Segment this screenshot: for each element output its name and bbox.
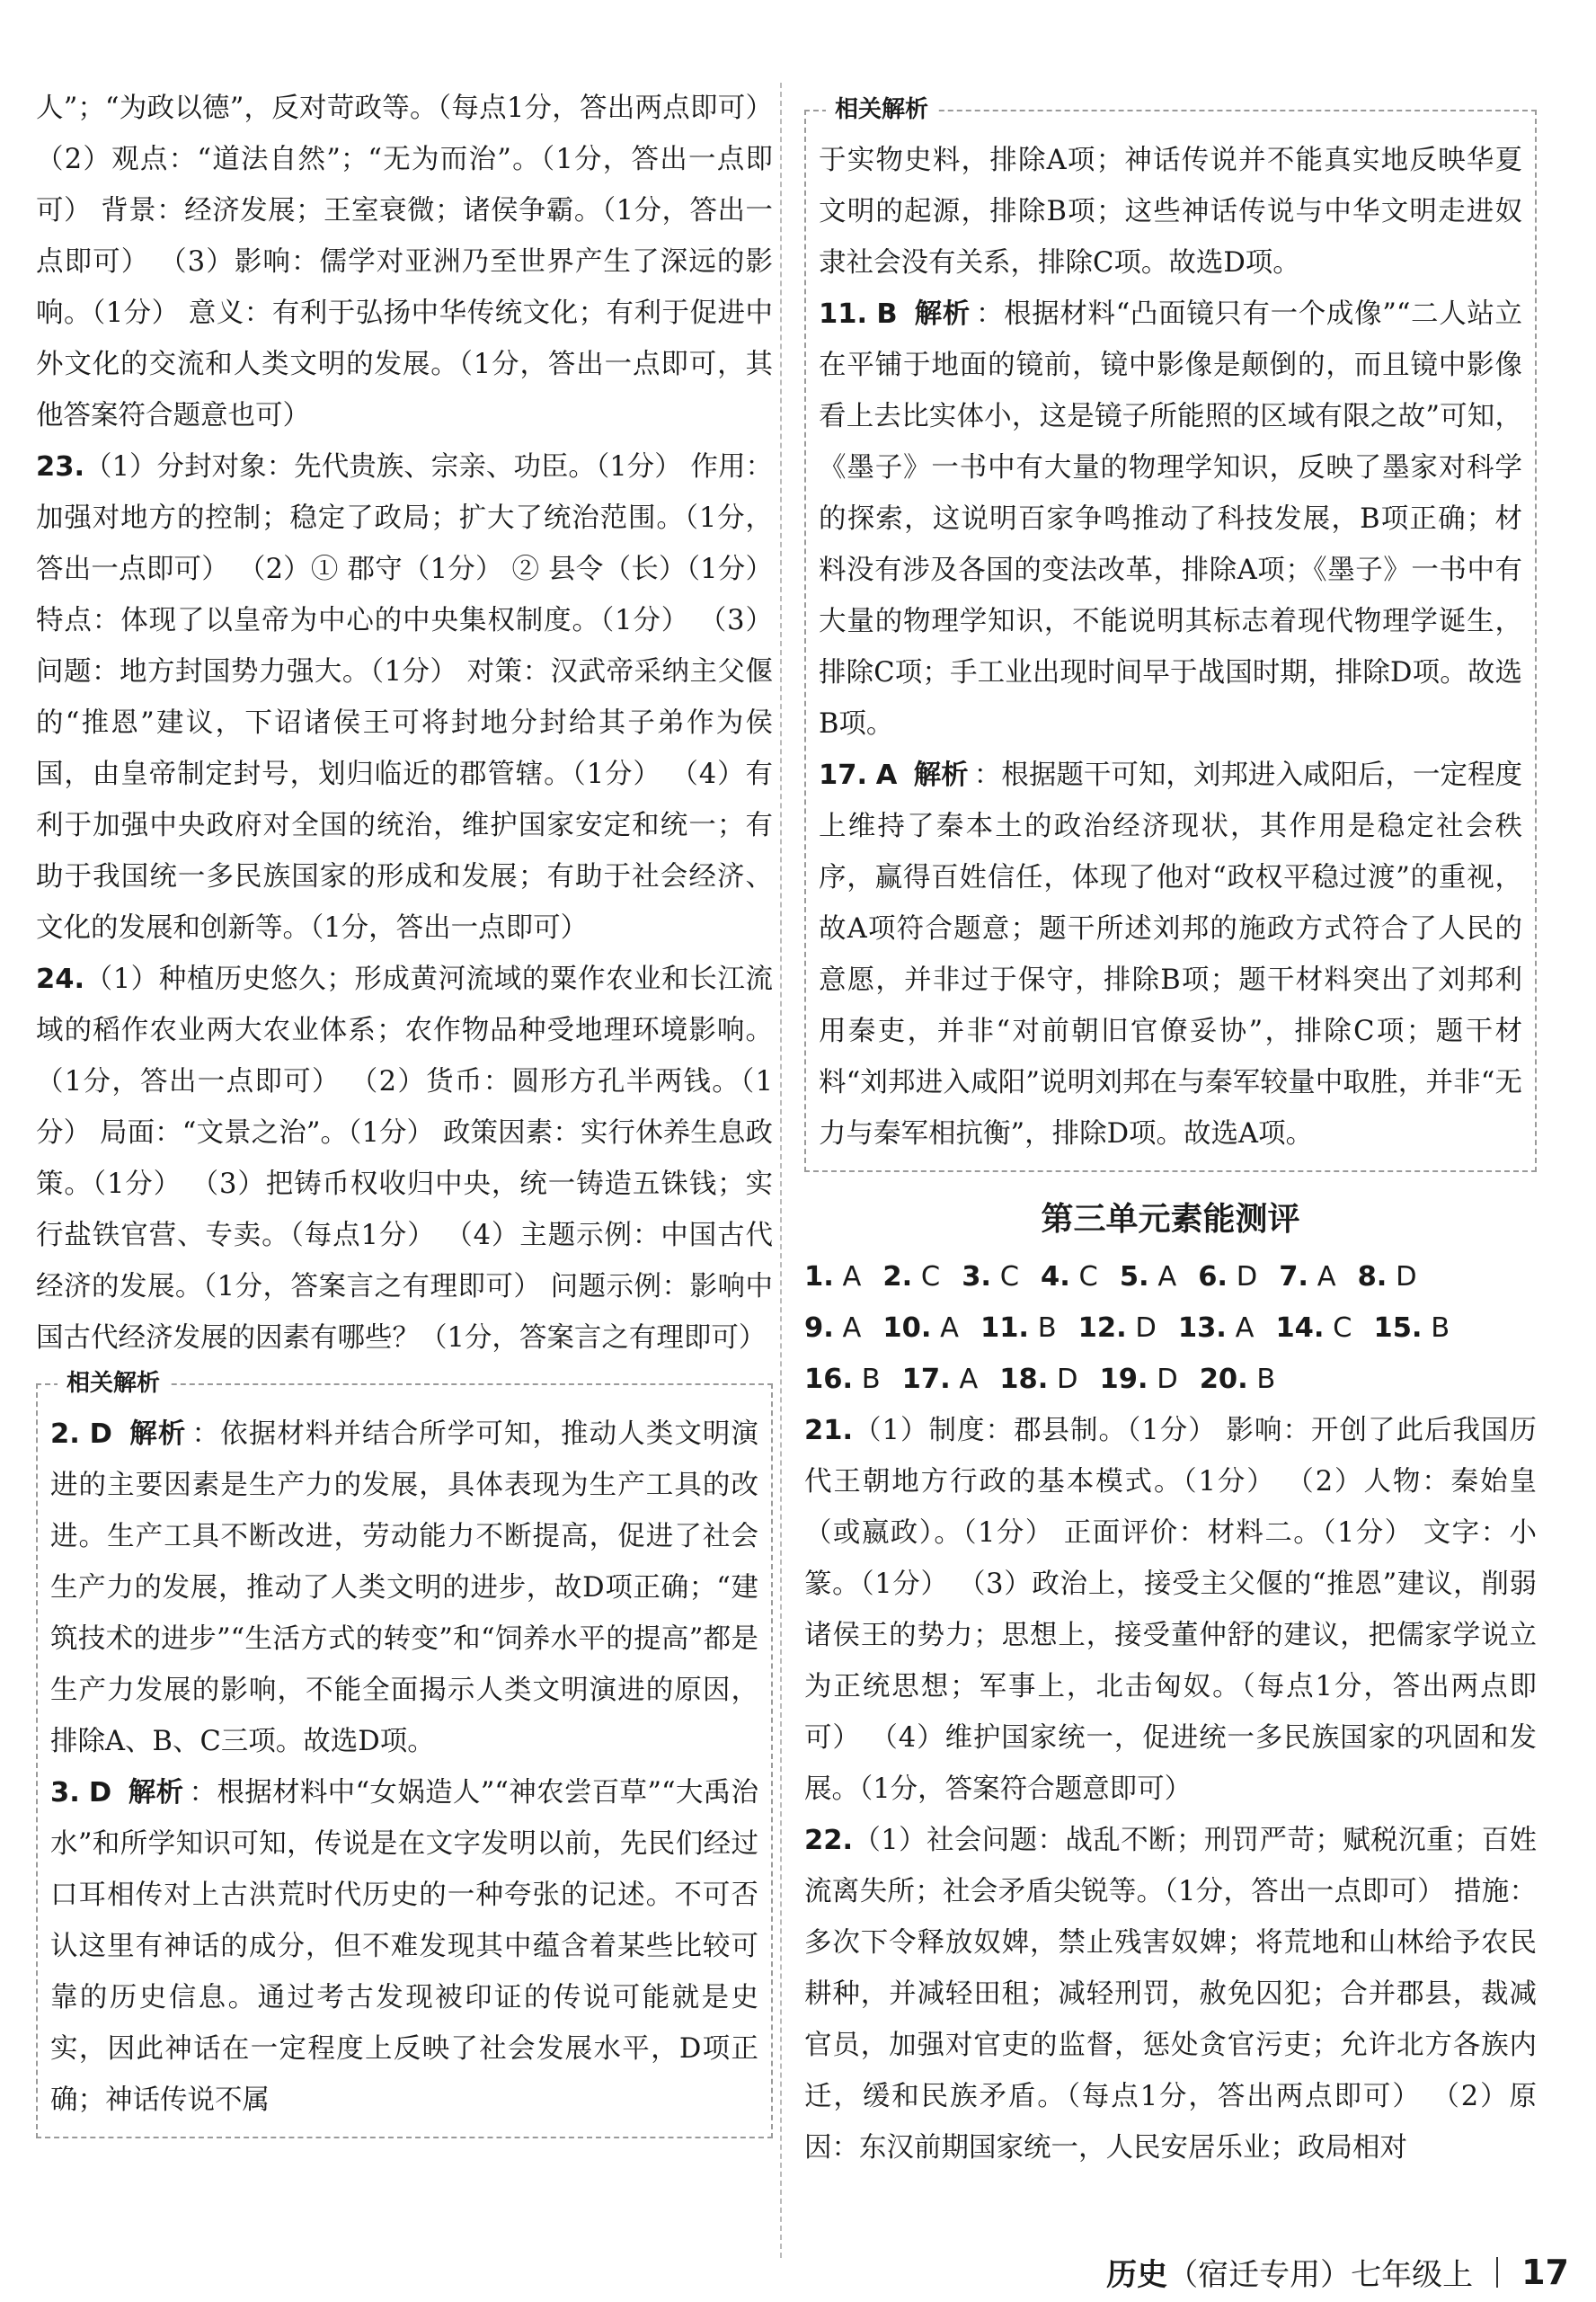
answer-choice: C xyxy=(912,1261,941,1293)
answer-number: 19. xyxy=(1099,1364,1148,1395)
answer-number: 6. xyxy=(1198,1261,1228,1293)
answer-item xyxy=(1358,1251,1417,1302)
answer-number: 9. xyxy=(804,1312,834,1344)
column-divider xyxy=(780,83,783,2258)
answer-choice: D xyxy=(1387,1261,1417,1293)
analysis-3-label: 解析 xyxy=(128,1777,184,1809)
answer-row xyxy=(804,1354,1537,1405)
answer-number: 10. xyxy=(882,1312,932,1344)
answer-choice: A xyxy=(833,1312,862,1344)
answer-number: 2. xyxy=(882,1261,913,1293)
answer-number: 5. xyxy=(1119,1261,1149,1293)
answer-choice: D xyxy=(1048,1364,1078,1395)
left-analysis-box xyxy=(36,1370,773,2138)
answer-item xyxy=(980,1302,1057,1354)
analysis-11 xyxy=(819,289,1522,750)
answer-number: 14. xyxy=(1275,1312,1325,1344)
q21-number: 21. xyxy=(804,1415,854,1446)
answer-item xyxy=(804,1354,881,1405)
answer-item xyxy=(1099,1354,1177,1405)
analysis-3-text: ：根据材料中“女娲造人”“神农尝百草”“大禹治水”和所学知识可知，传说是在文字发明以前，先民们经过口耳相传对上古洪荒时代历史的一种夸张的记述。不可否认这里有神话的成分，但不难发现其中蕴含着某些比较可靠的历史信息。通过考古发现被印证的传说可能就是史实，因此神话在一定程度上反映了社会发展水平，D项正确；神话传说不属 xyxy=(50,1777,759,2116)
answer-item xyxy=(902,1354,979,1405)
page-number: 17 xyxy=(1521,2252,1569,2292)
answer-item xyxy=(1120,1251,1176,1302)
answer-number: 3. xyxy=(962,1261,991,1293)
answer-row xyxy=(804,1251,1537,1302)
section-title: 第三单元素能测评 xyxy=(1041,1201,1300,1238)
answer-choice: D xyxy=(1126,1312,1157,1344)
answer-choice: C xyxy=(1069,1261,1098,1293)
analysis-11-label: 解析 xyxy=(913,298,971,330)
q24-answer xyxy=(36,954,773,1364)
q22-answer xyxy=(804,1815,1537,2173)
q22-number: 22. xyxy=(804,1825,854,1856)
answer-number: 18. xyxy=(999,1364,1049,1395)
answer-item xyxy=(1041,1251,1098,1302)
answer-choice: A xyxy=(950,1364,979,1395)
answer-choice: C xyxy=(991,1261,1019,1293)
answer-item xyxy=(999,1354,1077,1405)
answer-number: 1. xyxy=(804,1261,834,1293)
answer-item xyxy=(1275,1302,1352,1354)
answer-choice: B xyxy=(1422,1312,1450,1344)
analysis-2 xyxy=(50,1409,758,1767)
answer-number: 20. xyxy=(1199,1364,1248,1395)
q21-text: （1）制度：郡县制。（1分） 影响：开创了此后我国历代王朝地方行政的基本模式。（1分） （2）人物：秦始皇（或嬴政）。（1分） 正面评价：材料二。（1分） 文字：小篆。（1分） （3）政治上，接受主父偃的“推恩”建议，削弱诸侯王的势力；思想上，接受董仲舒的建议，把儒家学说立为正统思想；军事上，北击匈奴。（每点1分，答出两点即可） （4）维护国家统一，促进统一多民族国家的巩固和发展。（1分，答案符合题意即可） xyxy=(804,1415,1537,1805)
analysis-17 xyxy=(819,750,1522,1160)
answer-key xyxy=(804,1251,1537,1405)
right-box-title: 相关解析 xyxy=(826,92,937,128)
analysis-2-choice: D xyxy=(89,1418,112,1450)
answer-item xyxy=(1200,1354,1276,1405)
analysis-11-number: 11. xyxy=(819,298,868,330)
analysis-3-continuation: 于实物史料，排除A项；神话传说并不能真实地反映华夏文明的起源，排除B项；这些神话传说与中华文明走进奴隶社会没有关系，排除C项。故选D项。 xyxy=(819,145,1522,279)
answer-choice: B xyxy=(1029,1312,1057,1344)
left-column xyxy=(36,83,773,2138)
answer-item xyxy=(804,1251,861,1302)
answer-choice: A xyxy=(931,1312,959,1344)
analysis-3-choice: D xyxy=(88,1777,112,1809)
answer-number: 12. xyxy=(1077,1312,1127,1344)
analysis-2-number: 2. xyxy=(50,1418,80,1450)
q23-number: 23. xyxy=(36,451,85,483)
answer-number: 16. xyxy=(804,1364,854,1395)
analysis-11-choice: B xyxy=(876,298,898,330)
analysis-17-number: 17. xyxy=(819,760,868,791)
answer-item xyxy=(882,1251,940,1302)
answer-number: 8. xyxy=(1357,1261,1388,1293)
q24-number: 24. xyxy=(36,964,85,995)
right-column xyxy=(804,83,1537,2173)
answer-item xyxy=(1178,1302,1255,1354)
q23-text: （1）分封对象：先代贵族、宗亲、功臣。（1分） 作用：加强对地方的控制；稳定了政局；扩大了统治范围。（1分，答出一点即可） （2）① 郡守（1分） ② 县令（长）（1分） 特点：体现了以皇帝为中心的中央集权制度。（1分） （3）问题：地方封国势力强大。（1分） 对策：汉武帝采纳主父偃的“推恩”建议，下诏诸侯王可将封地分封给其子弟作为侯国，由皇帝制定封号，划归临近的郡管辖。（1分） （4）有利于加强中央政府对全国的统治，维护国家安定和统一；有助于我国统一多民族国家的形成和发展；有助于社会经济、文化的发展和创新等。（1分，答出一点即可） xyxy=(36,451,773,944)
footer-edition: （宿迁专用）七年级上 xyxy=(1167,2257,1474,2293)
footer-subject: 历史 xyxy=(1106,2257,1168,2293)
analysis-11-text: ：根据材料“凸面镜只有一个成像”“二人站立在平铺于地面的镜前，镜中影像是颠倒的，而且镜中影像看上去比实体小，这是镜子所能照的区域有限之故”可知，《墨子》一书中有大量的物理学知识，反映了墨家对科学的探索，这说明百家争鸣推动了科技发展，B项正确；材料没有涉及各国的变法改革，排除A项；《墨子》一书中有大量的物理学知识，不能说明其标志着现代物理学诞生，排除C项；手工业出现时间早于战国时期，排除D项。故选B项。 xyxy=(819,298,1522,740)
answer-item xyxy=(1279,1251,1335,1302)
answer-choice: C xyxy=(1324,1312,1352,1344)
answer-item xyxy=(1198,1251,1257,1302)
q21-answer xyxy=(804,1405,1537,1815)
analysis-2-text: ：依据材料并结合所学可知，推动人类文明演进的主要因素是生产力的发展，具体表现为生产工具的改进。生产工具不断改进，劳动能力不断提高，促进了社会生产力的发展，推动了人类文明的进步，故D项正确；“建筑技术的进步”“生活方式的转变”和“饲养水平的提高”都是生产力发展的影响，不能全面揭示人类文明演进的原因，排除A、B、C三项。故选D项。 xyxy=(50,1418,759,1757)
analysis-17-choice: A xyxy=(875,760,898,791)
answer-item xyxy=(1078,1302,1157,1354)
analysis-17-label: 解析 xyxy=(913,760,969,791)
page-footer xyxy=(1106,2250,1569,2294)
answer-choice: A xyxy=(833,1261,862,1293)
answer-choice: D xyxy=(1228,1261,1258,1293)
analysis-17-text: ：根据题干可知，刘邦进入咸阳后，一定程度上维持了秦本土的政治经济现状，其作用是稳定社会秩序，赢得百姓信任，体现了他对“政权平稳过渡”的重视，故A项符合题意；题干所述刘邦的施政方式符合了人民的意愿，并非过于保守，排除B项；题干材料突出了刘邦利用秦吏，并非“对前朝旧官僚妥协”，排除C项；题干材料“刘邦进入咸阳”说明刘邦在与秦军较量中取胜，并非“无力与秦军相抗衡”，排除D项。故选A项。 xyxy=(819,760,1523,1150)
answer-number: 4. xyxy=(1041,1261,1070,1293)
q22-text: （1）社会问题：战乱不断；刑罚严苛；赋税沉重；百姓流离失所；社会矛盾尖锐等。（1分，答出一点即可） 措施：多次下令释放奴婢，禁止残害奴婢；将荒地和山林给予农民耕种，并减轻田租；减轻刑罚，赦免囚犯；合并郡县，裁减官员，加强对官吏的监督，惩处贪官污吏；允许北方各族内迁，缓和民族矛盾。（每点1分，答出两点即可） （2）原因：东汉前期国家统一，人民安居乐业；政局相对 xyxy=(804,1825,1537,2164)
answer-number: 17. xyxy=(901,1364,951,1395)
answer-choice: A xyxy=(1226,1312,1255,1344)
q24-text: （1）种植历史悠久；形成黄河流域的粟作农业和长江流域的稻作农业两大农业体系；农作物品种受地理环境影响。（1分，答出一点即可） （2）货币：圆形方孔半两钱。（1分） 局面：“文景之治”。（1分） 政策因素：实行休养生息政策。（1分） （3）把铸币权收归中央，统一铸造五铢钱；实行盐铁官营、专卖。（每点1分） （4）主题示例：中国古代经济的发展。（1分，答案言之有理即可） 问题示例：影响中国古代经济发展的因素有哪些？（1分，答案言之有理即可） xyxy=(36,964,773,1354)
answer-item xyxy=(962,1251,1019,1302)
answer-choice: A xyxy=(1308,1261,1336,1293)
answer-number: 7. xyxy=(1279,1261,1308,1293)
answer-number: 15. xyxy=(1373,1312,1423,1344)
analysis-3 xyxy=(50,1767,758,2126)
answer-item xyxy=(1373,1302,1450,1354)
answer-item xyxy=(804,1302,861,1354)
answer-row xyxy=(804,1302,1537,1354)
answer-choice: B xyxy=(853,1364,881,1395)
answer-number: 13. xyxy=(1177,1312,1227,1344)
q22-continuation: 人”；“为政以德”，反对苛政等。（每点1分，答出两点即可） （2）观点：“道法自然”；“无为而治”。（1分，答出一点即可） 背景：经济发展；王室衰微；诸侯争霸。（1分，答出一点即可） （3）影响：儒学对亚洲乃至世界产生了深远的影响。（1分） 意义：有利于弘扬中华传统文化；有利于促进中外文化的交流和人类文明的发展。（1分，答出一点即可，其他答案符合题意也可） xyxy=(36,93,773,431)
answer-choice: D xyxy=(1148,1364,1178,1395)
analysis-2-label: 解析 xyxy=(129,1418,187,1450)
analysis-3-number: 3. xyxy=(50,1777,80,1809)
answer-number: 11. xyxy=(980,1312,1029,1344)
answer-choice: A xyxy=(1148,1261,1177,1293)
q23-answer xyxy=(36,441,773,954)
answer-item xyxy=(882,1302,959,1354)
footer-separator xyxy=(1496,2257,1498,2288)
left-box-title: 相关解析 xyxy=(58,1365,169,1401)
answer-choice: B xyxy=(1247,1364,1276,1395)
right-analysis-box xyxy=(804,96,1537,1172)
